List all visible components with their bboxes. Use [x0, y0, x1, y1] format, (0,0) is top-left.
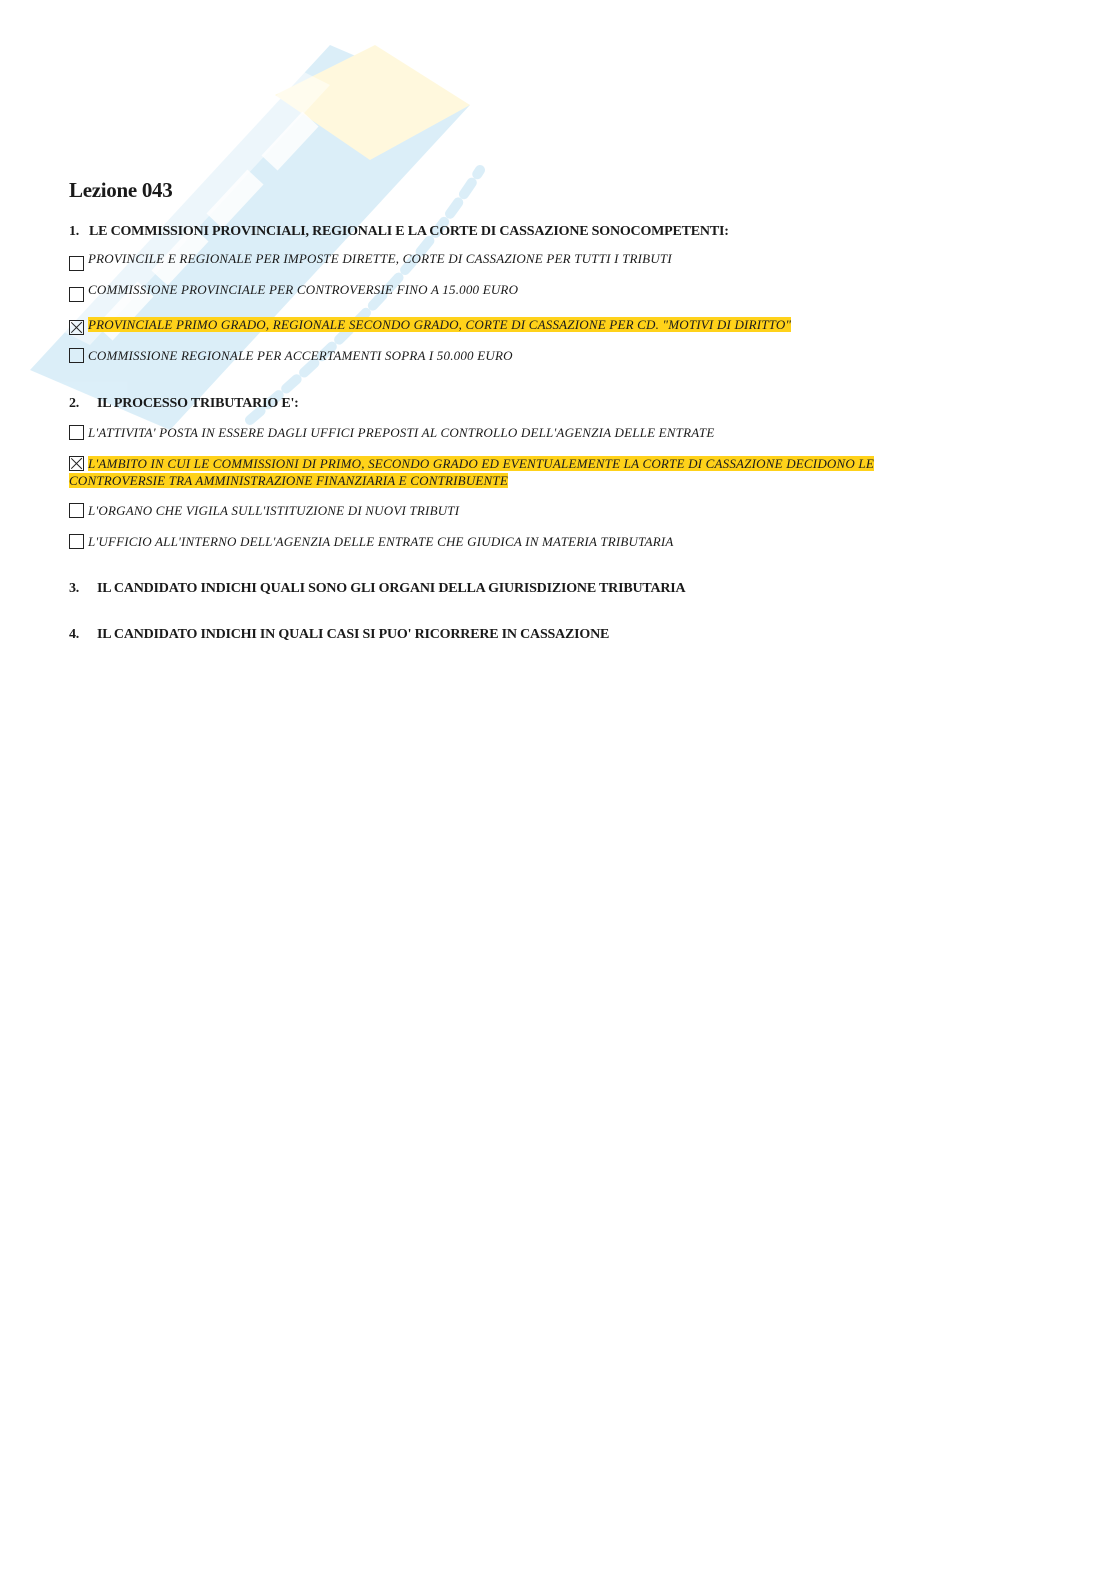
option-text: L'ORGANO CHE VIGILA SULL'ISTITUZIONE DI NUOVI TRIBUTI	[88, 503, 460, 518]
question-3	[69, 581, 685, 597]
checkbox-unchecked[interactable]	[69, 503, 84, 518]
option-text: COMMISSIONE REGIONALE PER ACCERTAMENTI SOPRA I 50.000 EURO	[88, 348, 513, 363]
checkbox-unchecked[interactable]	[69, 534, 84, 549]
option-text-highlighted: L'AMBITO IN CUI LE COMMISSIONI DI PRIMO, SECONDO GRADO ED EVENTUALEMENTE LA CORTE DI CASSAZIONE DECIDONO LE CONTROVERSIE TRA AMMINISTRAZIONE FINANZIARIA E CONTRIBUENTE	[69, 456, 874, 488]
question-text: IL CANDIDATO INDICHI IN QUALI CASI SI PUO' RICORRERE IN CASSAZIONE	[97, 627, 610, 642]
option-text-highlighted: PROVINCIALE PRIMO GRADO, REGIONALE SECONDO GRADO, CORTE DI CASSAZIONE PER CD. "MOTIVI DI DIRITTO"	[88, 317, 792, 332]
question-1	[69, 224, 729, 240]
question-2-option-4[interactable]	[69, 533, 674, 550]
checkbox-unchecked[interactable]	[69, 348, 84, 363]
question-2-option-3[interactable]	[69, 502, 459, 519]
question-text: LE COMMISSIONI PROVINCIALI, REGIONALI E LA CORTE DI CASSAZIONE SONOCOMPETENTI:	[89, 224, 729, 239]
checkbox-unchecked[interactable]	[69, 425, 84, 440]
checkbox-unchecked[interactable]	[69, 287, 84, 302]
checkbox-checked[interactable]	[69, 456, 84, 471]
checkbox-checked[interactable]	[69, 320, 84, 335]
question-number: 2.	[69, 396, 80, 411]
question-1-option-3[interactable]	[69, 316, 791, 335]
question-number: 1.	[69, 224, 80, 239]
question-1-option-2[interactable]	[69, 281, 518, 302]
question-4	[69, 627, 609, 643]
question-text: IL CANDIDATO INDICHI QUALI SONO GLI ORGANI DELLA GIURISDIZIONE TRIBUTARIA	[97, 581, 686, 596]
option-text: PROVINCILE E REGIONALE PER IMPOSTE DIRETTE, CORTE DI CASSAZIONE PER TUTTI I TRIBUTI	[88, 251, 672, 266]
question-2-option-1[interactable]	[69, 424, 714, 441]
option-text: COMMISSIONE PROVINCIALE PER CONTROVERSIE FINO A 15.000 EURO	[88, 282, 519, 297]
question-1-option-1[interactable]	[69, 250, 672, 271]
question-2	[69, 396, 299, 412]
lesson-title: Lezione 043	[69, 178, 173, 202]
question-number: 4.	[69, 627, 80, 642]
option-text: L'UFFICIO ALL'INTERNO DELL'AGENZIA DELLE ENTRATE CHE GIUDICA IN MATERIA TRIBUTARIA	[88, 534, 674, 549]
question-text: IL PROCESSO TRIBUTARIO E':	[97, 396, 299, 411]
question-number: 3.	[69, 581, 80, 596]
question-2-option-2[interactable]	[69, 455, 949, 489]
option-text: L'ATTIVITA' POSTA IN ESSERE DAGLI UFFICI PREPOSTI AL CONTROLLO DELL'AGENZIA DELLE ENTRATE	[88, 425, 715, 440]
question-1-option-4[interactable]	[69, 347, 513, 364]
checkbox-unchecked[interactable]	[69, 256, 84, 271]
